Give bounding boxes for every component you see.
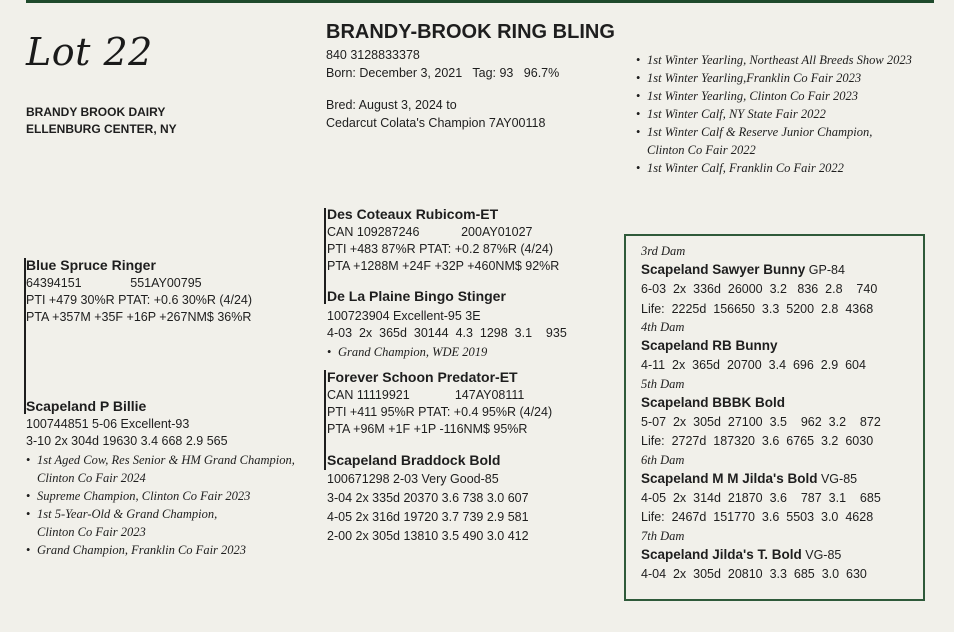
show-awards-list xyxy=(636,51,912,177)
extended-dam-record: Life: 2727d 187320 3.6 6765 3.2 6030 xyxy=(641,434,874,448)
extended-dams-box xyxy=(624,234,925,601)
extended-dam-record: Life: 2225d 156650 3.3 5200 2.8 4368 xyxy=(641,301,874,316)
show-award-item: • 1st Winter Yearling, Clinton Co Fair 2023 xyxy=(636,87,912,105)
animal-reg: 840 3128833378 xyxy=(326,48,420,62)
dam-sire-pta: PTA +96M +1F +1P -116NM$ 95%R xyxy=(327,422,528,436)
dam-dam-record-1: 3-04 2x 335d 20370 3.6 738 3.0 607 xyxy=(327,491,529,505)
sire-dam-reg: 100723904 Excellent-95 3E xyxy=(327,309,481,323)
dam-dam-name: Scapeland Braddock Bold xyxy=(327,452,501,468)
consignor-location: ELLENBURG CENTER, NY xyxy=(26,122,177,136)
dam-generation-label: 6th Dam xyxy=(641,452,685,467)
pedigree-bracket-sire xyxy=(324,208,326,304)
extended-dam-name: Scapeland Jilda's T. Bold xyxy=(641,546,802,562)
extended-dam-name: Scapeland Sawyer Bunny xyxy=(641,262,806,277)
extended-dam-entry xyxy=(641,528,923,585)
dam-awards-list xyxy=(26,451,295,559)
extended-dam-score: VG-85 xyxy=(817,471,858,486)
dam-dam-record-3: 2-00 2x 305d 13810 3.5 490 3.0 412 xyxy=(327,529,529,543)
sire-sire-pta: PTA +1288M +24F +32P +460NM$ 92%R xyxy=(327,259,560,273)
dam-award-item: • 1st 5-Year-Old & Grand Champion, Clinton Co Fair 2023 xyxy=(26,505,295,541)
show-award-item: • 1st Winter Calf & Reserve Junior Champion, Clinton Co Fair 2022 xyxy=(636,123,912,159)
sire-block xyxy=(26,255,252,326)
dam-record: 3-10 2x 304d 19630 3.4 668 2.9 565 xyxy=(26,434,228,448)
dam-generation-label: 5th Dam xyxy=(641,376,685,391)
sire-sire-reg: CAN 109287246 200AY01027 xyxy=(327,225,533,239)
show-award-item: • 1st Winter Calf, Franklin Co Fair 2022 xyxy=(636,159,912,177)
extended-dam-record: 4-04 2x 305d 20810 3.3 685 3.0 630 xyxy=(641,566,867,581)
dam-generation-label: 4th Dam xyxy=(641,320,685,334)
extended-dam-entry xyxy=(641,452,923,528)
extended-dam-record: 4-11 2x 365d 20700 3.4 696 2.9 604 xyxy=(641,358,866,372)
sire-pti: PTI +479 30%R PTAT: +0.6 30%R (4/24) xyxy=(26,293,253,307)
extended-dams-list xyxy=(626,236,923,584)
dam-award-item: • 1st Aged Cow, Res Senior & HM Grand Champion, Clinton Co Fair 2024 xyxy=(26,451,295,487)
dam-reg: 100744851 5-06 Excellent-93 xyxy=(26,417,190,431)
show-award-item: • 1st Winter Yearling,Franklin Co Fair 2023 xyxy=(636,69,912,87)
sire-dam-name: De La Plaine Bingo Stinger xyxy=(327,288,506,304)
sire-dam-award: • Grand Champion, WDE 2019 xyxy=(327,343,567,361)
pedigree-bracket-dam xyxy=(324,370,326,470)
sire-dam-block xyxy=(327,286,567,361)
consignor-name: BRANDY BROOK DAIRY xyxy=(26,105,166,119)
extended-dam-record: 5-07 2x 305d 27100 3.5 962 3.2 872 xyxy=(641,414,881,429)
animal-name: BRANDY-BROOK RING BLING xyxy=(326,21,615,43)
extended-dam-entry xyxy=(641,319,923,376)
extended-dam-score: GP-84 xyxy=(805,263,845,277)
extended-dam-entry xyxy=(641,243,923,319)
sire-name: Blue Spruce Ringer xyxy=(26,257,156,273)
consignor xyxy=(26,104,177,138)
dam-block xyxy=(26,396,295,559)
lot-number: Lot 22 xyxy=(26,30,153,74)
sire-sire-block xyxy=(327,204,559,275)
show-award-item: • 1st Winter Calf, NY State Fair 2022 xyxy=(636,105,912,123)
extended-dam-record: 4-05 2x 314d 21870 3.6 787 3.1 685 xyxy=(641,490,881,505)
show-award-item: • 1st Winter Yearling, Northeast All Breeds Show 2023 xyxy=(636,51,912,69)
sire-sire-name: Des Coteaux Rubicom-ET xyxy=(327,206,499,222)
dam-award-item: • Grand Champion, Franklin Co Fair 2023 xyxy=(26,541,295,559)
dam-generation-label: 3rd Dam xyxy=(641,244,686,258)
sire-sire-pti: PTI +483 87%R PTAT: +0.2 87%R (4/24) xyxy=(327,242,554,256)
animal-bred-to: Cedarcut Colata's Champion 7AY00118 xyxy=(326,116,546,130)
sire-reg: 64394151 551AY00795 xyxy=(26,276,202,290)
animal-born: Born: December 3, 2021 Tag: 93 96.7% xyxy=(326,66,560,80)
extended-dam-name: Scapeland BBBK Bold xyxy=(641,394,786,410)
dam-dam-reg: 100671298 2-03 Very Good-85 xyxy=(327,472,499,486)
sire-dam-record: 4-03 2x 365d 30144 4.3 1298 3.1 935 xyxy=(327,326,567,340)
extended-dam-record: Life: 2467d 151770 3.6 5503 3.0 4628 xyxy=(641,510,874,524)
dam-sire-pti: PTI +411 95%R PTAT: +0.4 95%R (4/24) xyxy=(327,405,553,419)
extended-dam-record: 6-03 2x 336d 26000 3.2 836 2.8 740 xyxy=(641,282,878,296)
extended-dam-score: VG-85 xyxy=(801,547,842,562)
extended-dam-name: Scapeland RB Bunny xyxy=(641,338,778,353)
dam-dam-block xyxy=(327,450,529,546)
animal-bred: Bred: August 3, 2024 to xyxy=(326,98,457,112)
extended-dam-entry xyxy=(641,376,923,452)
top-border xyxy=(26,0,934,3)
extended-dam-name: Scapeland M M Jilda's Bold xyxy=(641,470,818,486)
dam-sire-reg: CAN 11119921 147AY08111 xyxy=(327,388,525,402)
dam-generation-label: 7th Dam xyxy=(641,528,685,543)
dam-name: Scapeland P Billie xyxy=(26,398,147,414)
animal-header xyxy=(326,20,615,132)
dam-award-item: • Supreme Champion, Clinton Co Fair 2023 xyxy=(26,487,295,505)
sire-pta: PTA +357M +35F +16P +267NM$ 36%R xyxy=(26,310,252,324)
dam-sire-block xyxy=(327,367,552,438)
dam-sire-name: Forever Schoon Predator-ET xyxy=(327,369,518,385)
dam-dam-record-2: 4-05 2x 316d 19720 3.7 739 2.9 581 xyxy=(327,510,529,524)
